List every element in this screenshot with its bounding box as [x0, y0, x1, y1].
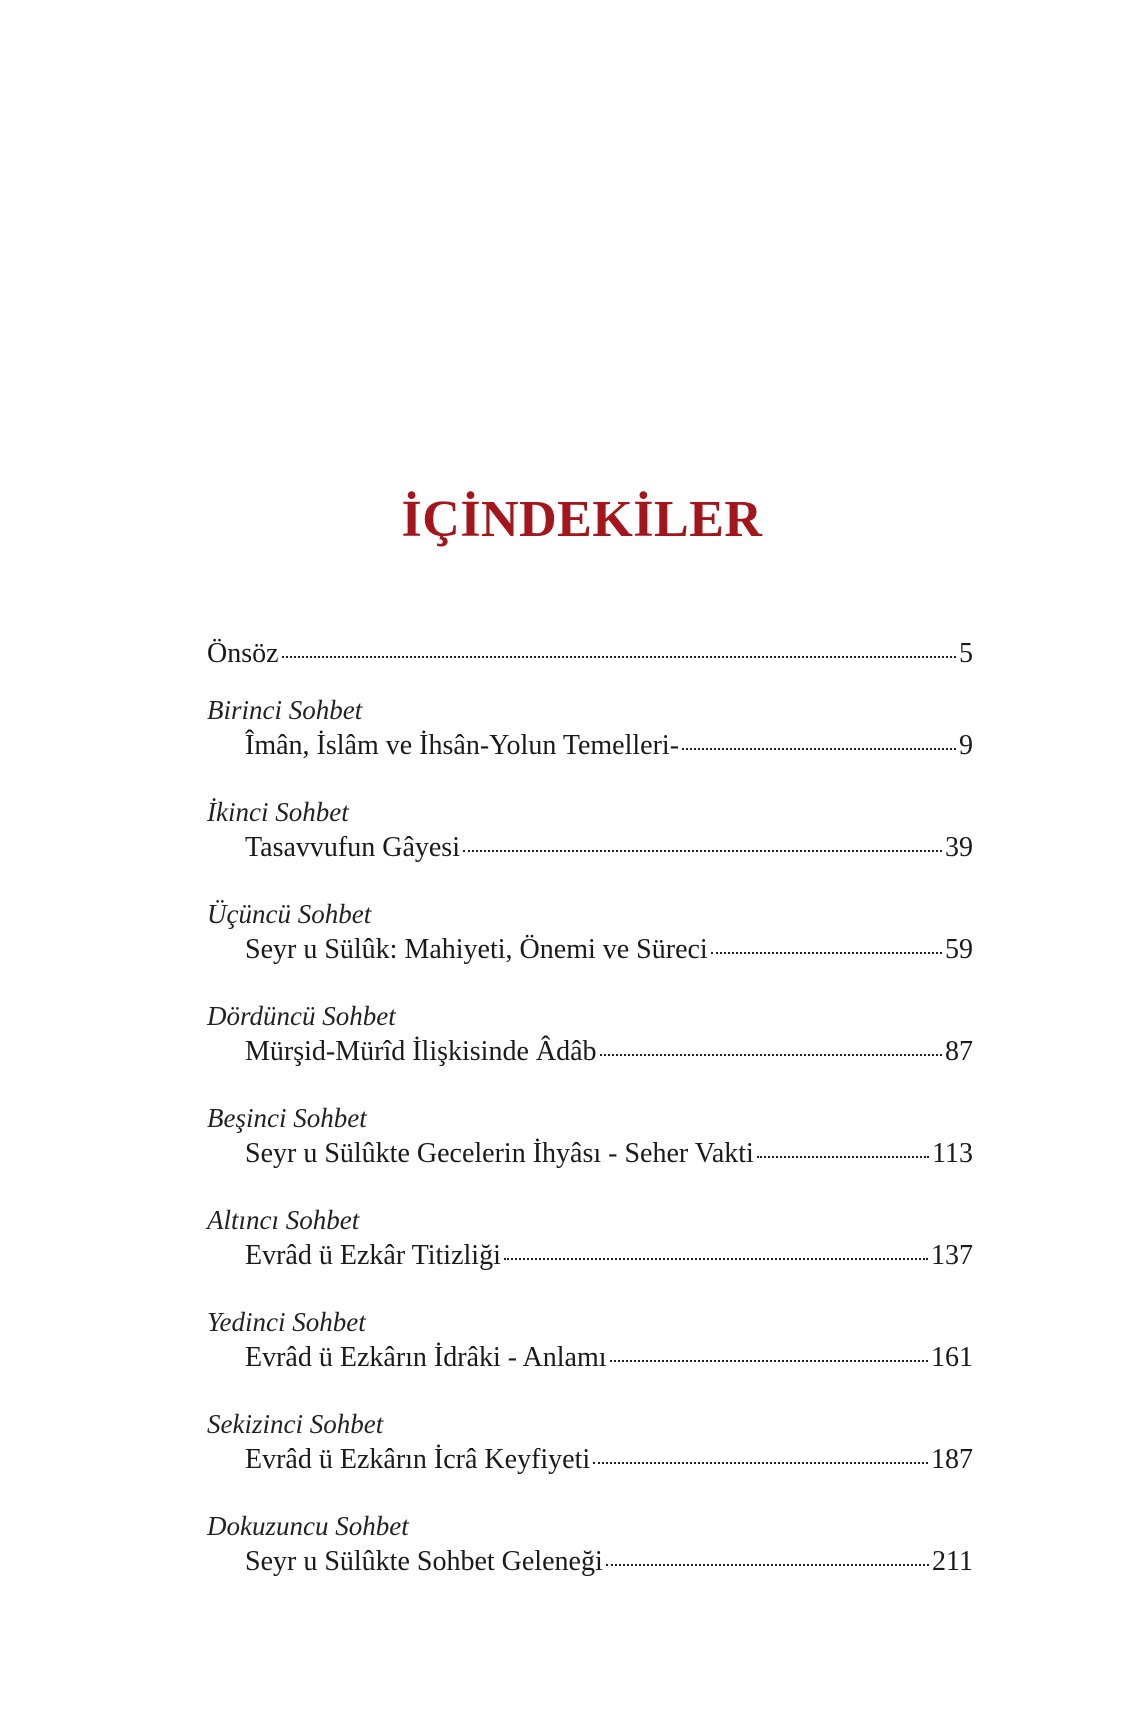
toc-page-number: 161: [931, 1342, 973, 1373]
toc-page-number: 211: [932, 1546, 973, 1577]
dot-leader: [282, 654, 956, 658]
chapter-heading: Birinci Sohbet: [207, 695, 363, 725]
dot-leader: [711, 950, 942, 954]
toc-page-number: 9: [959, 730, 973, 761]
toc-page-number: 137: [931, 1240, 973, 1271]
chapter-heading: Beşinci Sohbet: [207, 1103, 367, 1133]
page-title: İÇİNDEKİLER: [401, 491, 763, 548]
toc-entry-label: Evrâd ü Ezkâr Titizliği: [245, 1240, 501, 1271]
toc-entry-label: Seyr u Sülûkte Gecelerin İhyâsı - Seher Vakti: [245, 1138, 754, 1169]
chapter-heading: Sekizinci Sohbet: [207, 1409, 384, 1439]
toc-entry-label: Evrâd ü Ezkârın İdrâki - Anlamı: [245, 1342, 607, 1373]
toc-page-number: 113: [932, 1138, 973, 1169]
dot-leader: [463, 848, 942, 852]
dot-leader: [682, 746, 956, 750]
toc-entry-label: Seyr u Sülûkte Sohbet Geleneği: [245, 1546, 603, 1577]
toc-entry-label: Önsöz: [207, 638, 279, 669]
toc-entry-label: Mürşid-Mürîd İlişkisinde Âdâb: [245, 1036, 597, 1067]
toc-entry[interactable]: [245, 1137, 973, 1171]
toc-page-number: 5: [959, 638, 973, 669]
chapter-heading: Dördüncü Sohbet: [207, 1001, 396, 1031]
chapter-heading: Dokuzuncu Sohbet: [207, 1511, 409, 1541]
toc-entry[interactable]: [245, 1035, 973, 1069]
dot-leader: [606, 1562, 929, 1566]
toc-entry-label: Îmân, İslâm ve İhsân-Yolun Temelleri-: [245, 730, 680, 761]
toc-entry-preface[interactable]: [207, 637, 973, 671]
toc-entry[interactable]: [245, 1239, 973, 1273]
toc-page-number: 87: [945, 1036, 973, 1067]
toc-entry[interactable]: [245, 729, 973, 763]
toc-entry-label: Seyr u Sülûk: Mahiyeti, Önemi ve Süreci: [245, 934, 708, 965]
toc-page-number: 187: [931, 1444, 973, 1475]
toc-page-number: 59: [945, 934, 973, 965]
chapter-heading: Üçüncü Sohbet: [207, 899, 372, 929]
dot-leader: [600, 1052, 942, 1056]
dot-leader: [504, 1256, 928, 1260]
dot-leader: [593, 1460, 928, 1464]
toc-entry-label: Tasavvufun Gâyesi: [245, 832, 460, 863]
toc-entry[interactable]: [245, 1545, 973, 1579]
chapter-heading: Yedinci Sohbet: [207, 1307, 366, 1337]
chapter-heading: İkinci Sohbet: [207, 797, 349, 827]
toc-page-number: 39: [945, 832, 973, 863]
toc-entry[interactable]: [245, 933, 973, 967]
toc-entry[interactable]: [245, 831, 973, 865]
toc-entry-label: Evrâd ü Ezkârın İcrâ Keyfiyeti: [245, 1444, 591, 1475]
chapter-heading: Altıncı Sohbet: [207, 1205, 360, 1235]
toc-entry[interactable]: [245, 1443, 973, 1477]
dot-leader: [757, 1154, 929, 1158]
toc-entry[interactable]: [245, 1341, 973, 1375]
dot-leader: [610, 1358, 928, 1362]
